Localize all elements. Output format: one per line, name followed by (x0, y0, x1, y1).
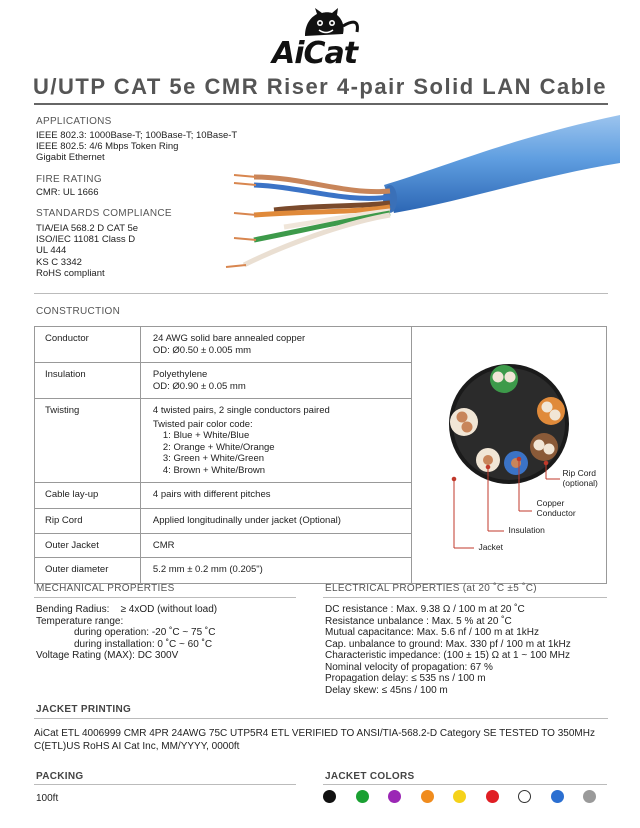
callout-rip-cord (562, 469, 597, 488)
construction-value: 4 pairs with different pitches (140, 483, 412, 509)
jacket-color-swatch (356, 790, 369, 803)
jacket-printing-heading: JACKET PRINTING (36, 704, 132, 715)
mechanical-line: during installation: 0 ˚C ~ 60 ˚C (74, 638, 213, 650)
callout-copper (536, 499, 575, 518)
construction-value-line: 1: Blue + White/Blue (162, 430, 250, 441)
cable-photo-illustration (214, 115, 620, 280)
construction-value (140, 363, 412, 399)
construction-value-line: OD: Ø0.50 ± 0.005 mm (152, 344, 252, 356)
construction-heading: CONSTRUCTION (36, 306, 121, 317)
callout-insulation: Insulation (508, 525, 545, 535)
applications-line: IEEE 802.5: 4/6 Mbps Token Ring (36, 141, 179, 153)
jacket-color-swatch (551, 790, 564, 803)
construction-key: Rip Cord (35, 509, 141, 534)
divider (34, 784, 296, 785)
construction-value-line: 24 AWG solid bare annealed copper (152, 333, 306, 344)
divider (323, 784, 607, 785)
construction-value-line: 4: Brown + White/Brown (162, 464, 266, 476)
electrical-heading: ELECTRICAL PROPERTIES (at 20 ˚C ±5 ˚C) (325, 583, 537, 594)
electrical-line: Propagation delay: ≤ 535 ns / 100 m (325, 673, 486, 684)
construction-value: 5.2 mm ± 0.2 mm (0.205") (140, 558, 412, 584)
construction-value-line: 3: Green + White/Green (162, 453, 265, 464)
cross-section-cell (412, 327, 607, 584)
brand-logo-text: AiCat (272, 36, 358, 71)
standards-heading: STANDARDS COMPLIANCE (36, 208, 172, 219)
construction-value-line: Twisted pair color code: (152, 418, 253, 430)
title-divider (34, 103, 608, 105)
packing-value: 100ft (36, 793, 59, 804)
electrical-line: Cap. unbalance to ground: Max. 330 pf / 100 m at 1kHz (325, 638, 571, 650)
electrical-line: Delay skew: ≤ 45ns / 100 m (325, 684, 448, 696)
standards-list (36, 223, 138, 279)
construction-table (34, 326, 607, 584)
applications-line: Gigabit Ethernet (36, 152, 105, 164)
construction-value-line: 4 twisted pairs, 2 single conductors paired (152, 405, 330, 416)
divider (34, 718, 608, 719)
construction-value (140, 327, 412, 363)
jacket-color-swatch (486, 790, 499, 803)
electrical-line: DC resistance : Max. 9.38 Ω / 100 m at 20 ˚C (325, 604, 525, 615)
mechanical-list (36, 604, 217, 662)
fire-rating-value: CMR: UL 1666 (36, 187, 99, 198)
construction-key: Outer diameter (35, 558, 141, 584)
electrical-line: Nominal velocity of propagation: 67 % (325, 661, 493, 673)
jacket-color-swatch (518, 790, 531, 803)
table-row (35, 327, 607, 363)
packing-heading: PACKING (36, 771, 84, 782)
construction-value: Applied longitudinally under jacket (Optional) (140, 509, 412, 534)
construction-value-line: Polyethylene (152, 369, 208, 380)
callout-line: Copper (536, 498, 565, 508)
divider (34, 293, 608, 294)
jacket-color-swatch (421, 790, 434, 803)
construction-value (140, 399, 412, 483)
callout-line: Rip Cord (562, 468, 596, 478)
callout-line: Conductor (536, 507, 576, 518)
mechanical-line: during operation: -20 ˚C ~ 75 ˚C (74, 627, 216, 638)
electrical-list (325, 604, 571, 696)
standards-line: UL 444 (36, 245, 67, 257)
construction-value-line: OD: Ø0.90 ± 0.05 mm (152, 380, 246, 392)
page-title: U/UTP CAT 5e CMR Riser 4-pair Solid LAN Cable (33, 74, 607, 99)
applications-heading: APPLICATIONS (36, 116, 112, 127)
jacket-color-swatch (388, 790, 401, 803)
construction-value: CMR (140, 533, 412, 558)
applications-list (36, 130, 237, 164)
construction-key: Insulation (35, 363, 141, 399)
callout-line: (optional) (562, 477, 598, 488)
mechanical-line: Temperature range: (36, 615, 124, 627)
electrical-line: Mutual capacitance: Max. 5.6 nf / 100 m at 1kHz (325, 627, 539, 638)
construction-key: Cable lay-up (35, 483, 141, 509)
electrical-line: Characteristic impedance: (100 ± 15) Ω at 1 ~ 100 MHz (325, 650, 571, 661)
divider (34, 597, 296, 598)
electrical-line: Resistance unbalance : Max. 5 % at 20 ˚C (325, 615, 512, 627)
standards-line: KS C 3342 (36, 256, 82, 268)
fire-rating-heading: FIRE RATING (36, 174, 102, 185)
mechanical-heading: MECHANICAL PROPERTIES (36, 583, 175, 594)
construction-key: Conductor (35, 327, 141, 363)
applications-line: IEEE 802.3: 1000Base-T; 100Base-T; 10Base-T (36, 130, 238, 141)
construction-key: Twisting (35, 399, 141, 483)
jacket-printing-text: AiCat ETL 4006999 CMR 4PR 24AWG 75C UTP5R4 ETL VERIFIED TO ANSI/TIA-568.2-D Category SE TESTED TO 350MHz C(ETL)US RoHS AI Cat Inc, MM/YYYY, 0000ft (34, 728, 595, 752)
standards-line: ISO/IEC 11081 Class D (36, 234, 136, 246)
jacket-color-swatch (453, 790, 466, 803)
jacket-colors-heading: JACKET COLORS (325, 771, 415, 782)
divider (323, 597, 607, 598)
construction-value-line: 2: Orange + White/Orange (162, 441, 275, 453)
construction-key: Outer Jacket (35, 533, 141, 558)
callout-jacket: Jacket (478, 542, 504, 552)
mechanical-line: Bending Radius: ≥ 4xOD (without load) (36, 604, 218, 615)
jacket-color-swatch (583, 790, 596, 803)
standards-line: RoHS compliant (36, 267, 105, 279)
mechanical-line: Voltage Rating (MAX): DC 300V (36, 650, 179, 661)
standards-line: TIA/EIA 568.2 D CAT 5e (36, 223, 139, 234)
jacket-color-swatch (323, 790, 336, 803)
